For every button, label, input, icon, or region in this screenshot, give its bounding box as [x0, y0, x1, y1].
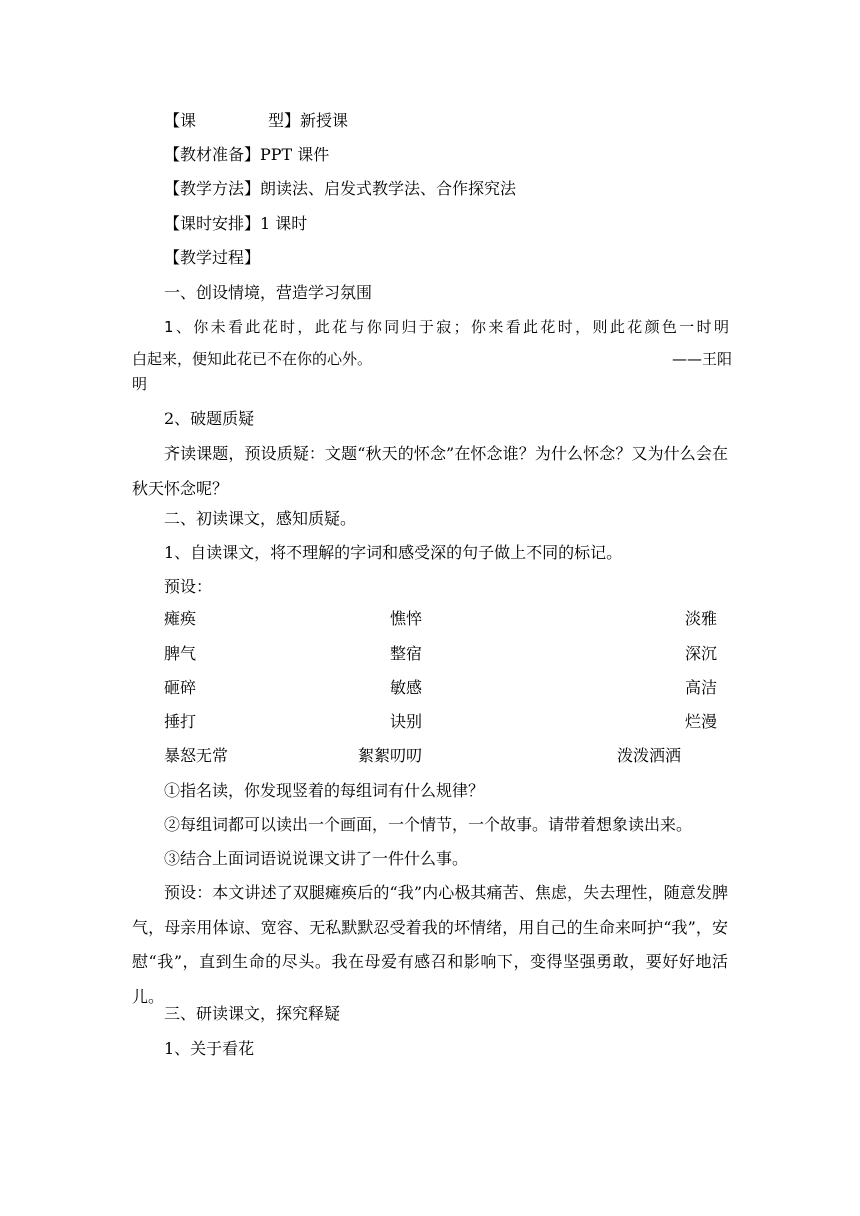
materials-label: 【教材准备】	[164, 145, 261, 164]
schedule-value: 1 课时	[260, 214, 308, 233]
quote-line-2: 白起来，便知此花已不在你的心外。	[132, 350, 373, 368]
section2-item1: 1、自读课文，将不理解的字词和感受深的句子做上不同的标记。	[164, 543, 623, 562]
methods-value: 朗读法、启发式教学法、合作探究法	[260, 179, 517, 198]
section1-paragraph: 齐读课题，预设质疑：文题“秋天的怀念”在怀念谁？为什么怀念？又为什么会在秋天怀念呢？	[132, 444, 728, 498]
section3-heading: 三、研读课文，探究释疑	[164, 1004, 341, 1023]
schedule-line	[164, 213, 307, 235]
answer-paragraph: 预设：本文讲述了双腿瘫痪后的“我”内心极其痛苦、焦虑，失去理性，随意发脾气，母亲用体谅、宽容、无私默默忍受着我的坏情绪，用自己的生命来呵护“我”，安慰“我”，直到生命的尽头。我在母爱有感召和影响下，变得坚强勇敢，要好好地活儿。	[132, 883, 728, 1006]
quote-author-2: 明	[132, 375, 148, 393]
process-label: 【教学过程】	[164, 248, 261, 267]
quote-line-1: 1、你未看此花时，此花与你同归于寂；你来看此花时，则此花颜色一时明	[164, 318, 729, 336]
methods-label: 【教学方法】	[164, 179, 261, 198]
word-cell: 淡雅	[685, 609, 718, 628]
question-1: ①指名读，你发现竖着的每组词有什么规律？	[164, 781, 485, 800]
section1-heading: 一、创设情境，营造学习氛围	[164, 283, 373, 302]
preset-label: 预设：	[164, 577, 213, 596]
schedule-label: 【课时安排】	[164, 214, 261, 233]
word-cell: 砸碎	[164, 678, 197, 697]
word-cell: 憔悴	[390, 609, 423, 628]
section1-item2: 2、破题质疑	[164, 409, 255, 428]
question-3: ③结合上面词语说说课文讲了一件什么事。	[164, 849, 469, 868]
section3-item1: 1、关于看花	[164, 1039, 255, 1058]
lesson-type-value: 新授课	[300, 111, 349, 130]
methods-line	[164, 178, 516, 200]
word-cell: 高洁	[685, 678, 718, 697]
idiom-cell: 絮絮叨叨	[358, 746, 423, 765]
idiom-cell: 泼泼洒洒	[617, 746, 682, 765]
word-cell: 深沉	[685, 644, 718, 663]
materials-line	[164, 144, 329, 166]
section2-heading: 二、初读课文，感知质疑。	[164, 509, 357, 528]
word-cell: 烂漫	[685, 712, 718, 731]
lesson-type-label-left: 【课	[164, 111, 197, 130]
materials-value: PPT 课件	[260, 145, 330, 164]
word-cell: 诀别	[390, 712, 423, 731]
idiom-cell: 暴怒无常	[164, 746, 229, 765]
lesson-type-label-right: 型】	[268, 111, 301, 130]
word-cell: 脾气	[164, 644, 197, 663]
lesson-type-line	[164, 110, 348, 132]
word-cell: 捶打	[164, 712, 197, 731]
quote-author-1: ——王阳	[672, 350, 733, 368]
word-cell: 整宿	[390, 644, 423, 663]
word-cell: 敏感	[390, 678, 423, 697]
question-2: ②每组词都可以读出一个画面，一个情节，一个故事。请带着想象读出来。	[164, 815, 693, 834]
word-cell: 瘫痪	[164, 609, 197, 628]
